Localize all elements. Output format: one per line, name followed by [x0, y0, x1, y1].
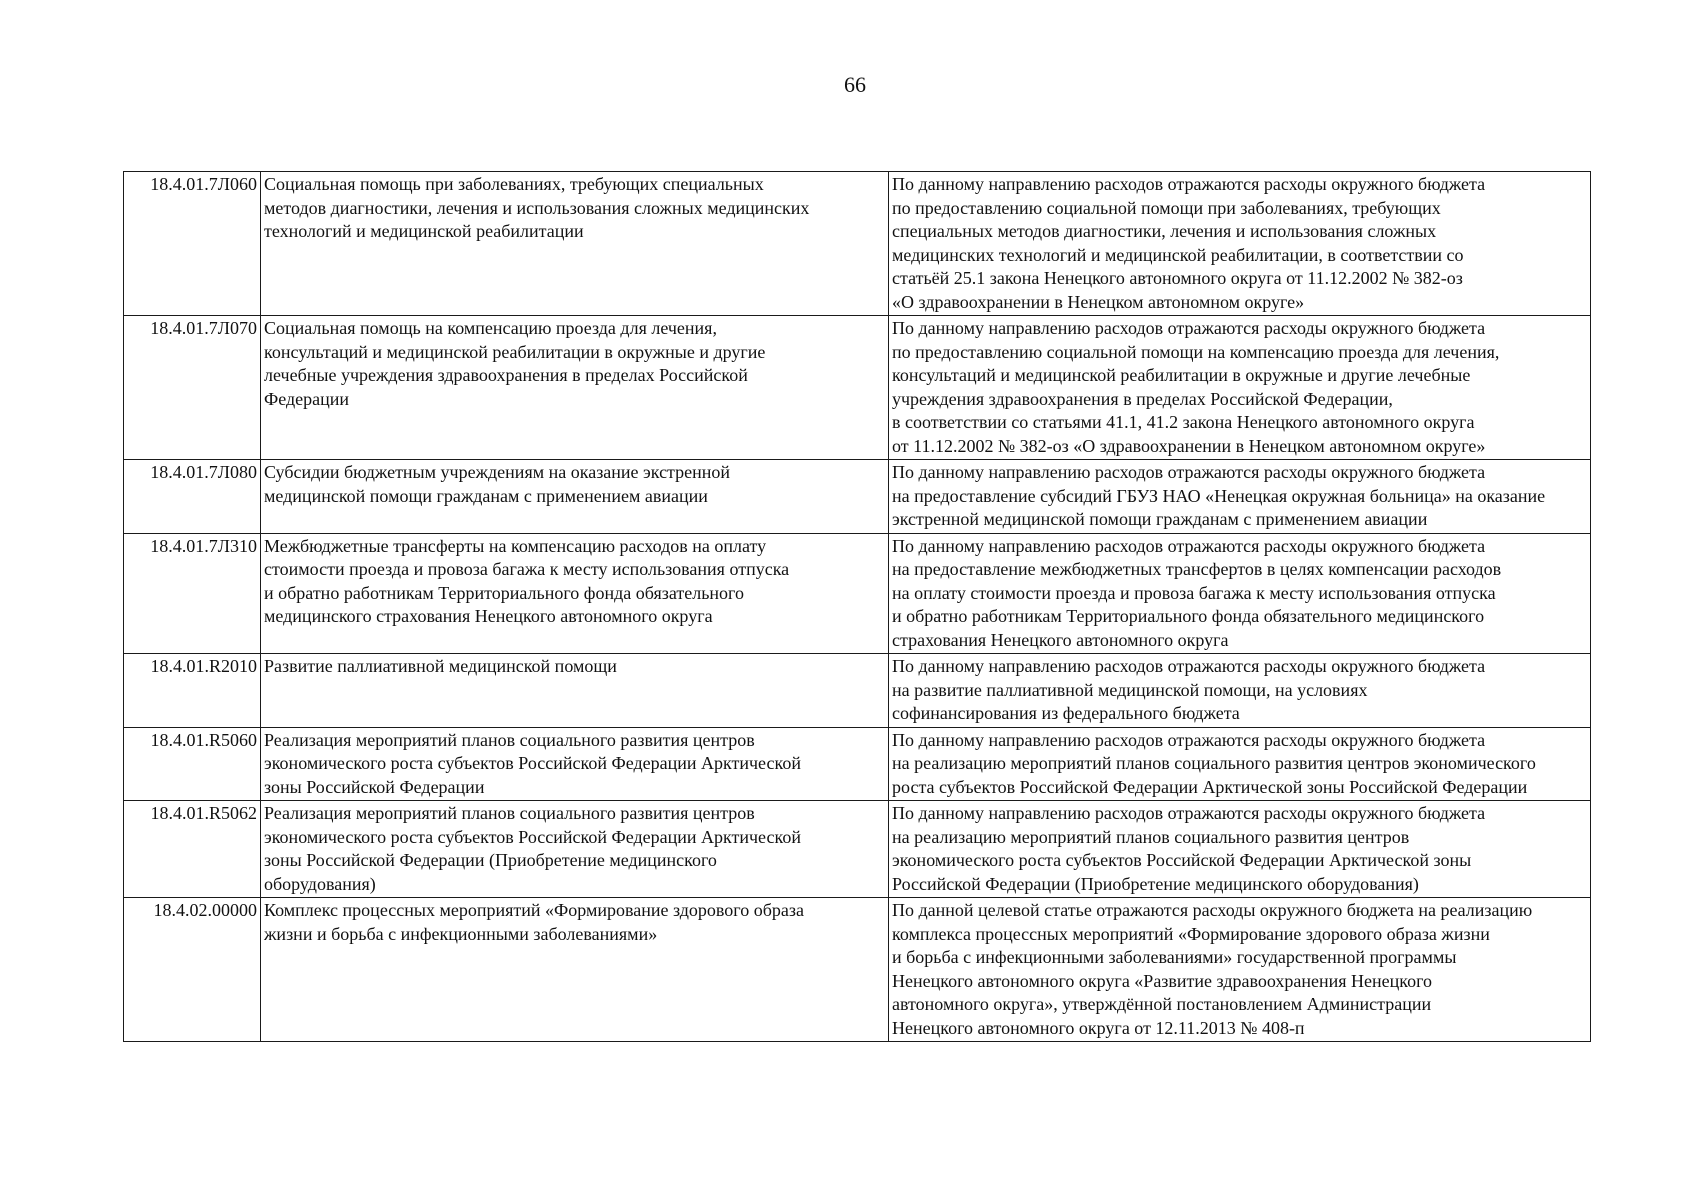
target-article-code: 18.4.01.R2010 [124, 654, 261, 728]
target-article-name: Межбюджетные трансферты на компенсацию расходов на оплату стоимости проезда и провоза багажа к месту использования отпуска и обратно работникам Территориального фонда обязательного медицинского страхования Ненецкого автономного округа [261, 533, 889, 654]
target-article-name: Субсидии бюджетным учреждениям на оказание экстренной медицинской помощи гражданам с применением авиации [261, 460, 889, 534]
target-article-description: По данному направлению расходов отражаются расходы окружного бюджета на реализацию мероприятий планов социального развития центров экономического роста субъектов Российской Федерации Арктической зоны Российской Федерации (Приобретение медицинского оборудования) [889, 801, 1591, 898]
target-article-name: Комплекс процессных мероприятий «Формирование здорового образа жизни и борьба с инфекционными заболеваниями» [261, 898, 889, 1042]
target-article-description: По данному направлению расходов отражаются расходы окружного бюджета на предоставление субсидий ГБУЗ НАО «Ненецкая окружная больница» на оказание экстренной медицинской помощи гражданам с применением авиации [889, 460, 1591, 534]
table-row [124, 172, 1591, 316]
page-number: 66 [844, 72, 866, 97]
target-article-code: 18.4.01.7Л310 [124, 533, 261, 654]
target-article-name: Развитие паллиативной медицинской помощи [261, 654, 889, 728]
target-article-name: Реализация мероприятий планов социального развития центров экономического роста субъектов Российской Федерации Арктической зоны Российской Федерации (Приобретение медицинского оборудования) [261, 801, 889, 898]
target-article-name: Социальная помощь при заболеваниях, требующих специальных методов диагностики, лечения и использования сложных медицинских технологий и медицинской реабилитации [261, 172, 889, 316]
target-article-description: По данному направлению расходов отражаются расходы окружного бюджета по предоставлению социальной помощи при заболеваниях, требующих специальных методов диагностики, лечения и использования сложных медицинских технологий и медицинской реабилитации, в соответствии со статьёй 25.1 закона Ненецкого автономного округа от 11.12.2002 № 382-оз «О здравоохранении в Ненецком автономном округе» [889, 172, 1591, 316]
table-row [124, 801, 1591, 898]
target-article-code: 18.4.02.00000 [124, 898, 261, 1042]
table-row [124, 898, 1591, 1042]
target-article-description: По данному направлению расходов отражаются расходы окружного бюджета на развитие паллиативной медицинской помощи, на условиях софинансирования из федерального бюджета [889, 654, 1591, 728]
target-article-description: По данному направлению расходов отражаются расходы окружного бюджета на реализацию мероприятий планов социального развития центров экономического роста субъектов Российской Федерации Арктической зоны Российской Федерации [889, 727, 1591, 801]
target-article-description: По данной целевой статье отражаются расходы окружного бюджета на реализацию комплекса процессных мероприятий «Формирование здорового образа жизни и борьба с инфекционными заболеваниями» государственной программы Ненецкого автономного округа «Развитие здравоохранения Ненецкого автономного округа», утверждённой постановлением Администрации Ненецкого автономного округа от 12.11.2013 № 408-п [889, 898, 1591, 1042]
target-article-description: По данному направлению расходов отражаются расходы окружного бюджета на предоставление межбюджетных трансфертов в целях компенсации расходов на оплату стоимости проезда и провоза багажа к месту использования отпуска и обратно работникам Территориального фонда обязательного медицинского страхования Ненецкого автономного округа [889, 533, 1591, 654]
target-article-name: Социальная помощь на компенсацию проезда для лечения, консультаций и медицинской реабилитации в окружные и другие лечебные учреждения здравоохранения в пределах Российской Федерации [261, 316, 889, 460]
table-row [124, 460, 1591, 534]
table-row [124, 654, 1591, 728]
target-article-code: 18.4.01.7Л060 [124, 172, 261, 316]
table-row [124, 316, 1591, 460]
target-article-code: 18.4.01.7Л080 [124, 460, 261, 534]
table-row [124, 533, 1591, 654]
budget-classification-table [123, 171, 1591, 1042]
target-article-name: Реализация мероприятий планов социального развития центров экономического роста субъектов Российской Федерации Арктической зоны Российской Федерации [261, 727, 889, 801]
target-article-description: По данному направлению расходов отражаются расходы окружного бюджета по предоставлению социальной помощи на компенсацию проезда для лечения, консультаций и медицинской реабилитации в окружные и другие лечебные учреждения здравоохранения в пределах Российской Федерации, в соответствии со статьями 41.1, 41.2 закона Ненецкого автономного округа от 11.12.2002 № 382-оз «О здравоохранении в Ненецком автономном округе» [889, 316, 1591, 460]
target-article-code: 18.4.01.R5060 [124, 727, 261, 801]
table-row [124, 727, 1591, 801]
target-article-code: 18.4.01.R5062 [124, 801, 261, 898]
target-article-code: 18.4.01.7Л070 [124, 316, 261, 460]
